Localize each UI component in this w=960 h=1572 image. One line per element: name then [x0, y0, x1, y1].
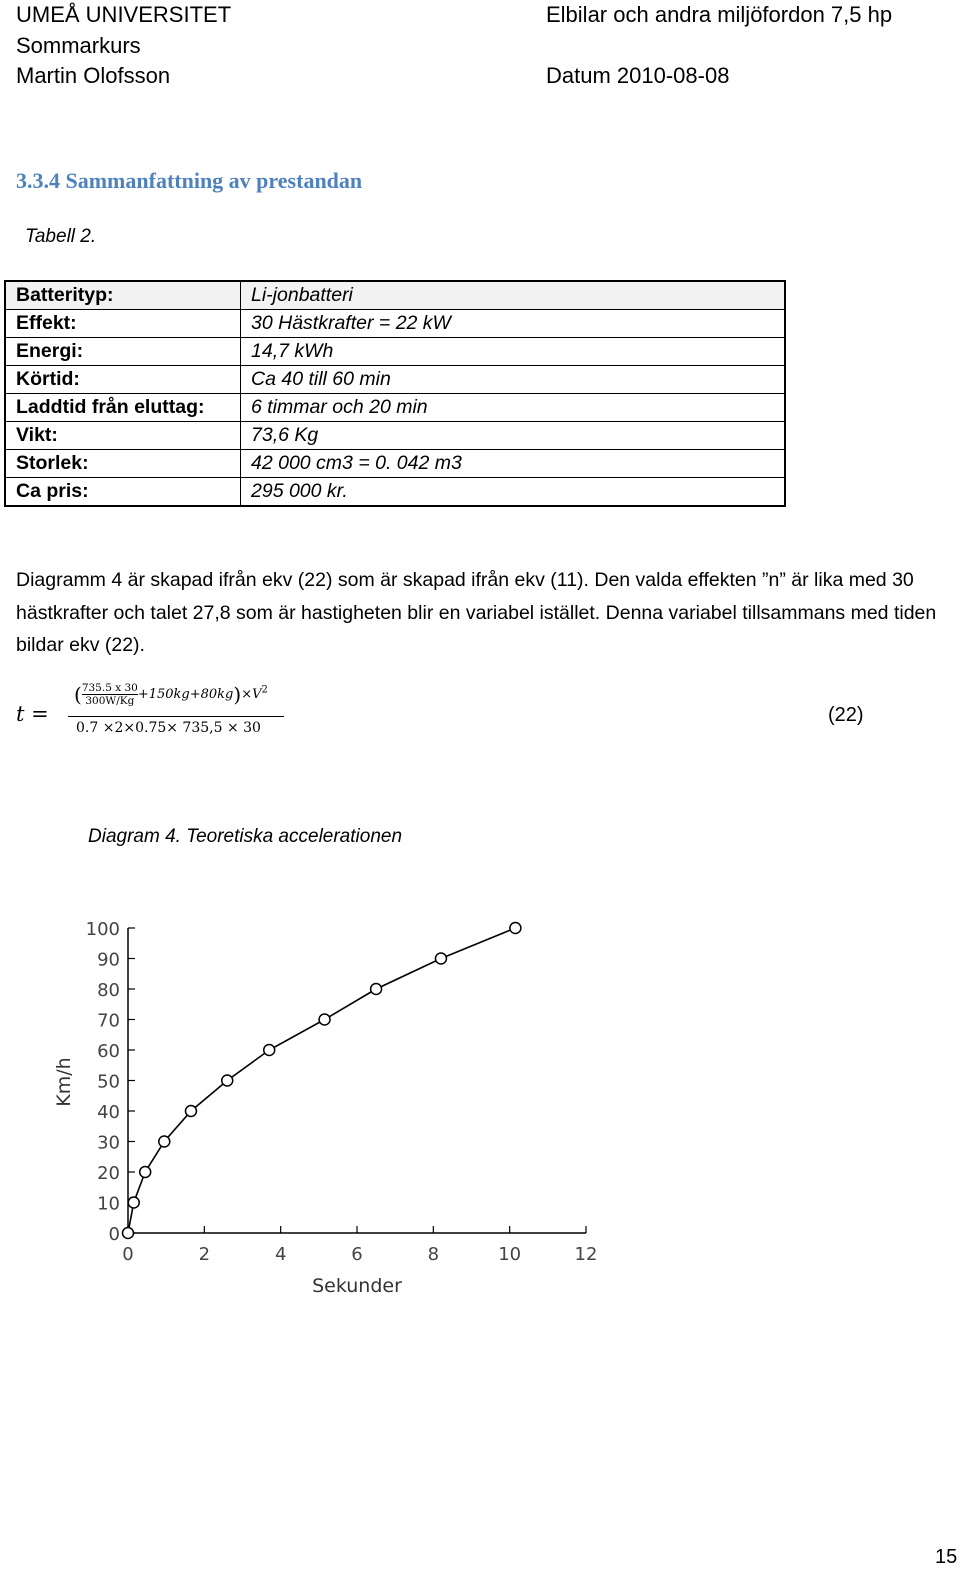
- equation-num-rest: +150kg+80kg: [137, 687, 234, 702]
- header-left: [16, 0, 231, 92]
- chart-axes: [128, 928, 586, 1233]
- y-tick-label: 100: [85, 919, 120, 940]
- data-point: [140, 1167, 151, 1178]
- data-point: [128, 1197, 139, 1208]
- data-point: [319, 1014, 330, 1025]
- equation-inner-den: 300W/Kg: [85, 695, 135, 707]
- spec-value: Ca 40 till 60 min: [241, 366, 786, 394]
- x-tick-label: 8: [427, 1244, 440, 1265]
- x-tick-label: 10: [498, 1244, 522, 1265]
- y-tick-label: 70: [97, 1010, 120, 1032]
- spec-label: Laddtid från eluttag:: [5, 394, 241, 422]
- course-title: Elbilar och andra miljöfordon 7,5 hp: [546, 2, 893, 27]
- acceleration-chart: [40, 900, 620, 1320]
- course-type: Sommarkurs: [16, 32, 141, 58]
- equation-numerator: ( $\frac{735.5 x 30}{300W/Kg}+150kg+80kg)\times V^2$: [74, 682, 268, 707]
- section-title: 3.3.4 Sammanfattning av prestandan: [16, 168, 363, 193]
- equation-inner-fraction: [82, 682, 138, 707]
- spec-value: 6 timmar och 20 min: [241, 394, 786, 422]
- series-points: [123, 923, 521, 1239]
- spec-value: 73,6 Kg: [241, 422, 786, 450]
- spec-value: 30 Hästkrafter = 22 kW: [241, 310, 786, 338]
- data-point: [185, 1106, 196, 1117]
- x-tick-label: 0: [122, 1244, 134, 1265]
- y-tick-label: 0: [108, 1224, 120, 1245]
- header-spacer: [546, 31, 892, 62]
- table-caption: Tabell 2.: [25, 226, 97, 247]
- data-point: [435, 953, 446, 964]
- data-point: [264, 1045, 275, 1056]
- body-paragraph: Diagramm 4 är skapad ifrån ekv (22) som är skapad ifrån ekv (11). Den valda effekten ”n” är lika med 30 hästkrafter och talet 27,8 som är hastigheten blir en variabel istället. Denna variabel tillsammans med tiden bildar ekv (22).: [16, 569, 937, 656]
- diagram-caption: Diagram 4. Teoretiska accelerationen: [88, 826, 403, 847]
- spec-table: [4, 280, 786, 507]
- university-name: UMEÅ UNIVERSITET: [16, 2, 232, 27]
- equation-fraction-bar: [68, 716, 284, 717]
- y-tick-label: 20: [97, 1163, 120, 1184]
- spec-row: [5, 366, 785, 394]
- equation-inner-num: 735.5 x 30: [81, 682, 138, 694]
- spec-row: [5, 394, 785, 422]
- spec-label: Effekt:: [5, 310, 241, 338]
- spec-row: [5, 478, 785, 507]
- spec-label: Batterityp:: [5, 281, 241, 310]
- author-name: Martin Olofsson: [16, 63, 171, 88]
- header-right: [546, 0, 892, 92]
- y-tick-label: 60: [97, 1041, 120, 1062]
- data-point: [222, 1075, 233, 1086]
- series-line: [128, 928, 515, 1233]
- x-tick-label: 2: [198, 1244, 211, 1265]
- spec-value: Li-jonbatteri: [241, 281, 786, 310]
- spec-value: 42 000 cm3 = 0. 042 m3: [241, 450, 786, 478]
- equation-22: [16, 678, 876, 748]
- equation-lhs: t =: [16, 702, 49, 726]
- equation-num-tail: ×V: [241, 687, 262, 702]
- spec-row: [5, 422, 785, 450]
- equation-label: (22): [828, 704, 864, 726]
- spec-label: Vikt:: [5, 422, 241, 450]
- x-tick-label: 6: [351, 1244, 363, 1265]
- spec-row: [5, 310, 785, 338]
- spec-label: Körtid:: [5, 366, 241, 394]
- x-tick-label: 4: [274, 1244, 287, 1265]
- data-point: [371, 984, 382, 995]
- data-point: [123, 1228, 134, 1239]
- document-date: Datum 2010-08-08: [546, 63, 730, 88]
- spec-row: [5, 338, 785, 366]
- y-tick-label: 40: [97, 1102, 120, 1123]
- spec-row: [5, 450, 785, 478]
- y-tick-label: 30: [97, 1132, 120, 1154]
- spec-label: Energi:: [5, 338, 241, 366]
- equation-exponent: 2: [261, 684, 268, 696]
- spec-value: 295 000 kr.: [241, 478, 786, 507]
- y-axis-label: Km/h: [53, 1057, 75, 1107]
- x-axis-label: Sekunder: [312, 1275, 402, 1297]
- spec-label: Storlek:: [5, 450, 241, 478]
- spec-label: Ca pris:: [5, 478, 241, 507]
- chart-ticks: [86, 919, 598, 1265]
- data-point: [510, 923, 521, 934]
- spec-row: [5, 281, 785, 310]
- y-tick-label: 50: [97, 1071, 120, 1093]
- page-number: 15: [935, 1546, 958, 1568]
- data-point: [159, 1136, 170, 1147]
- x-tick-label: 12: [574, 1244, 598, 1265]
- y-tick-label: 80: [97, 980, 120, 1001]
- y-tick-label: 10: [97, 1193, 120, 1215]
- equation-denominator: 0.7 ×2×0.75× 735,5 × 30: [76, 720, 261, 736]
- y-tick-label: 90: [97, 949, 120, 971]
- spec-value: 14,7 kWh: [241, 338, 786, 366]
